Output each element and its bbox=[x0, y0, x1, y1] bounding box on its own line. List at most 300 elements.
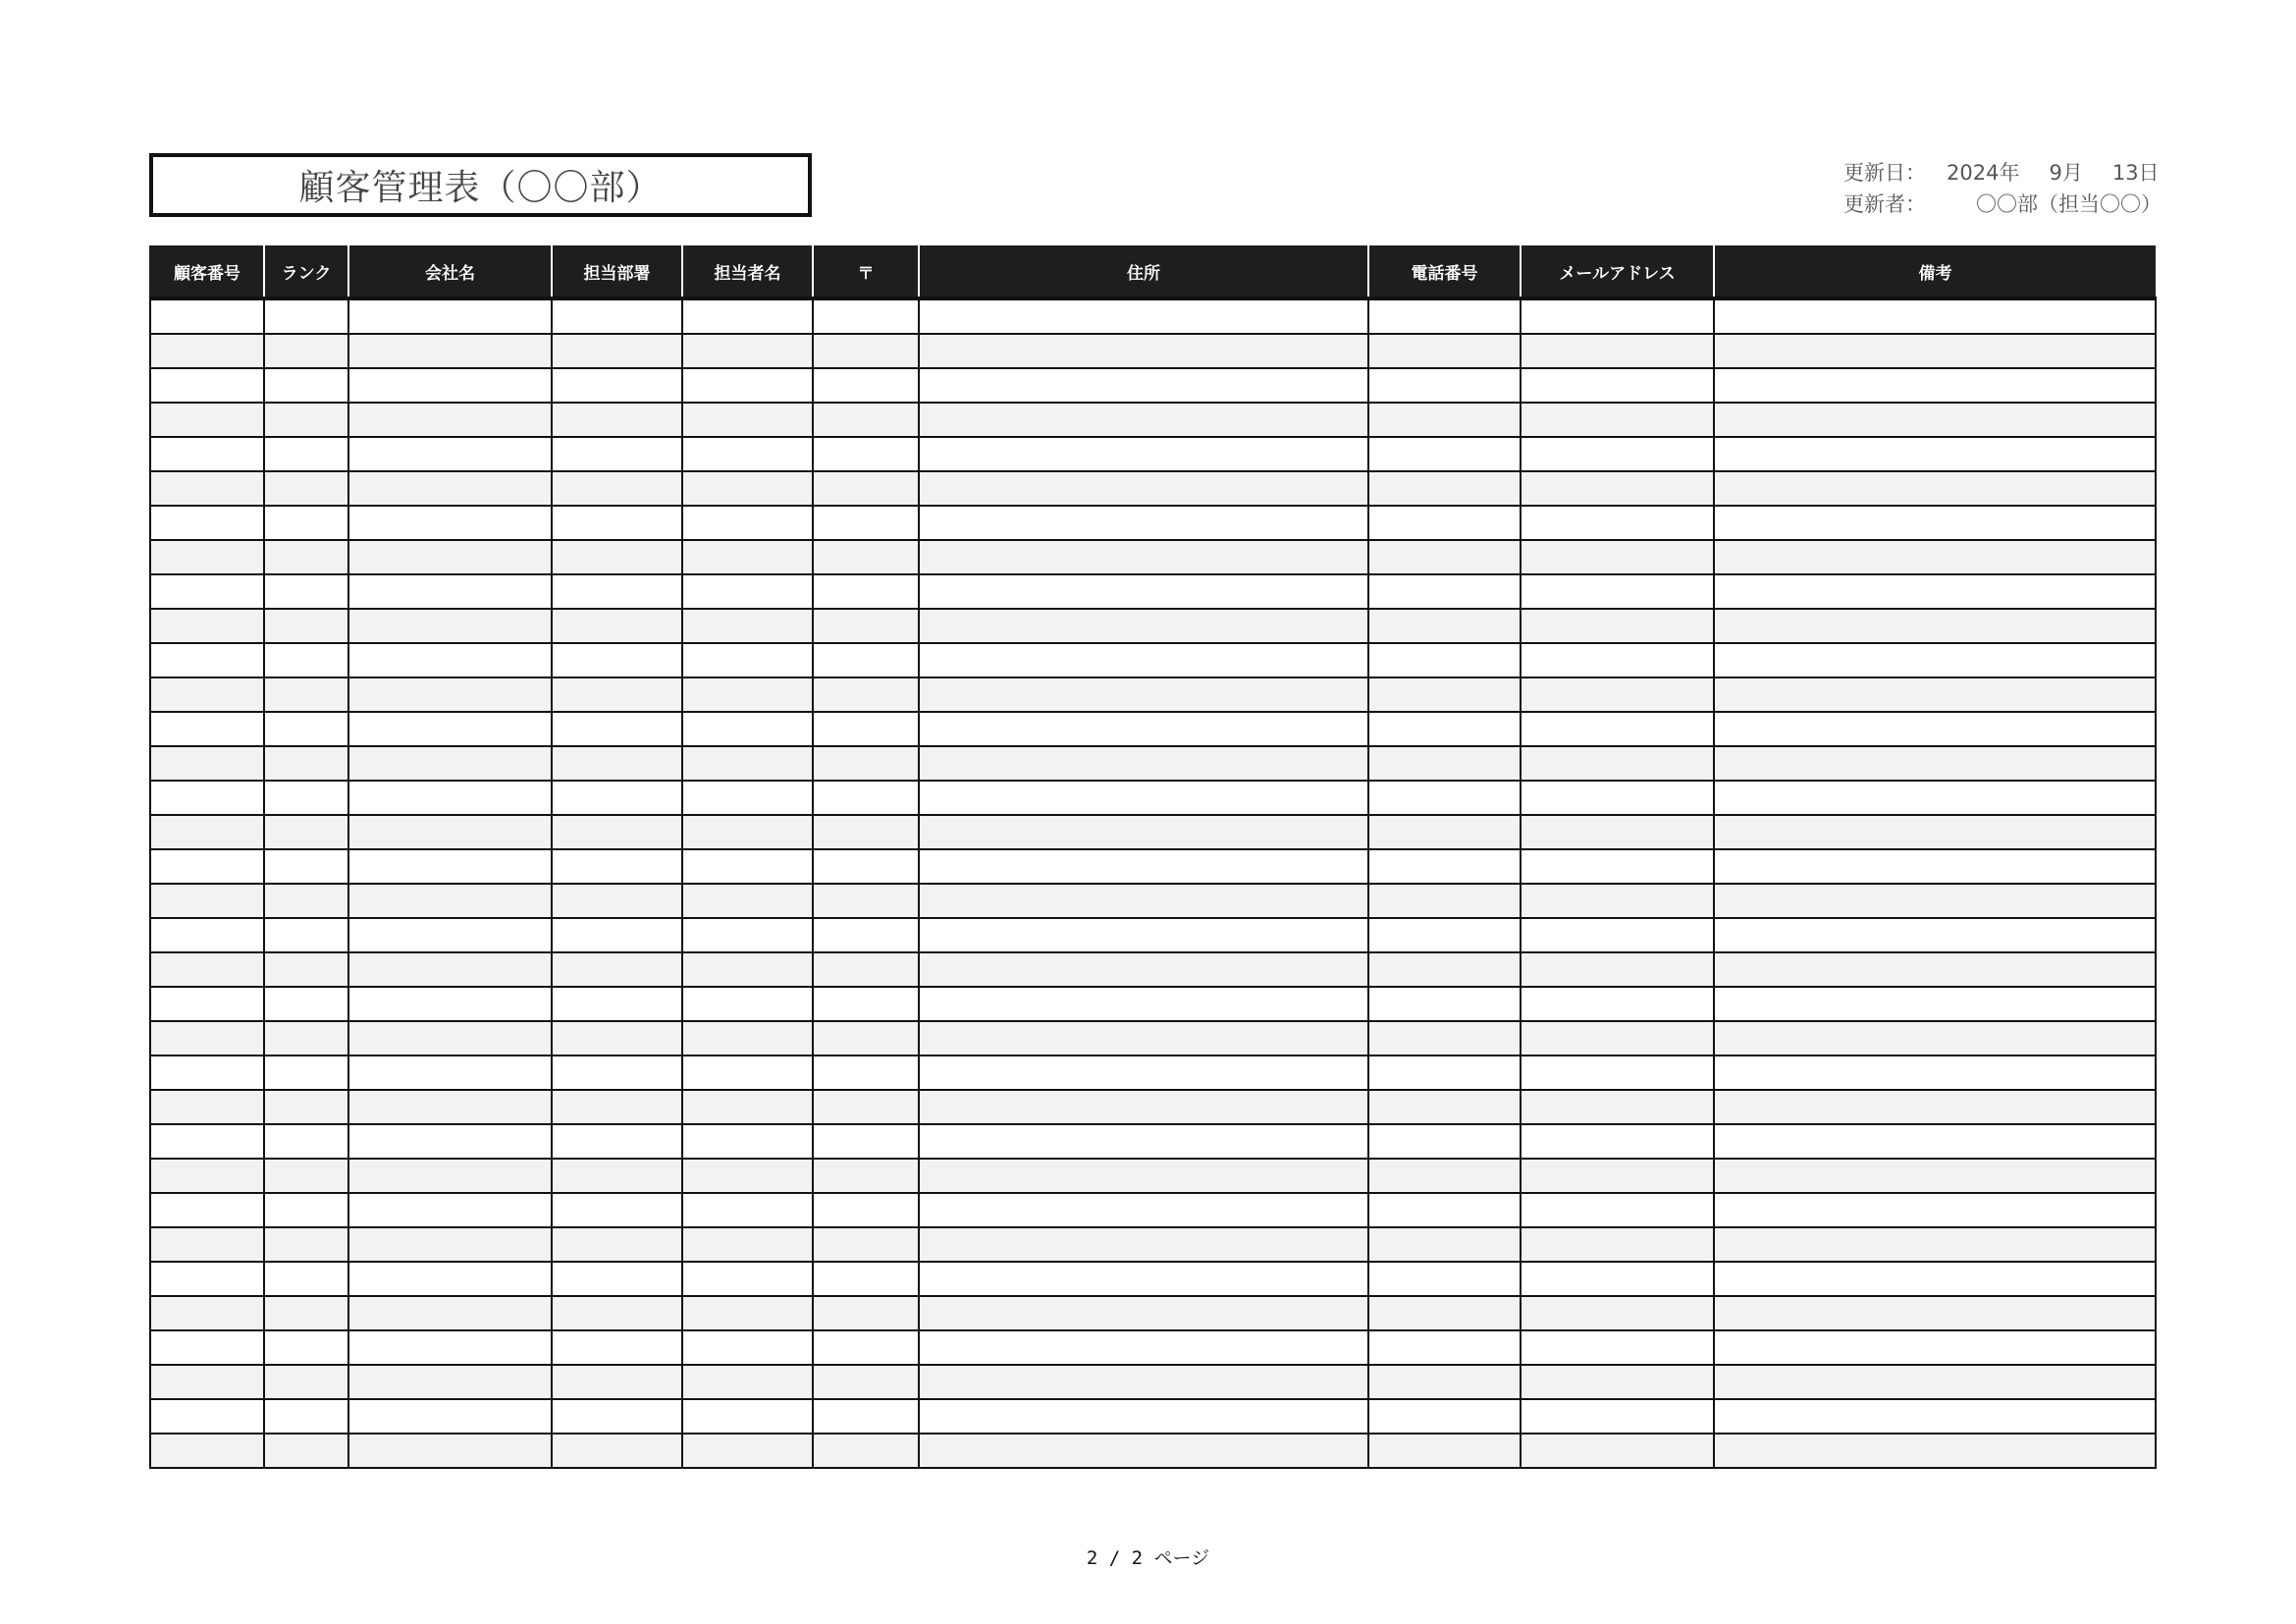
table-cell[interactable] bbox=[1521, 298, 1714, 334]
table-cell[interactable] bbox=[1714, 1090, 2156, 1124]
table-cell[interactable] bbox=[813, 1227, 919, 1262]
table-cell[interactable] bbox=[1368, 609, 1521, 643]
table-cell[interactable] bbox=[552, 849, 682, 884]
table-cell[interactable] bbox=[552, 1159, 682, 1193]
table-cell[interactable] bbox=[150, 298, 264, 334]
table-cell[interactable] bbox=[348, 298, 552, 334]
table-cell[interactable] bbox=[348, 677, 552, 712]
table-cell[interactable] bbox=[919, 437, 1368, 471]
table-cell[interactable] bbox=[552, 574, 682, 609]
table-cell[interactable] bbox=[552, 298, 682, 334]
table-cell[interactable] bbox=[348, 368, 552, 403]
table-cell[interactable] bbox=[1368, 712, 1521, 746]
table-cell[interactable] bbox=[1368, 1193, 1521, 1227]
table-cell[interactable] bbox=[348, 952, 552, 987]
table-cell[interactable] bbox=[682, 403, 813, 437]
table-cell[interactable] bbox=[919, 609, 1368, 643]
table-cell[interactable] bbox=[1368, 368, 1521, 403]
table-cell[interactable] bbox=[813, 574, 919, 609]
table-cell[interactable] bbox=[1714, 781, 2156, 815]
table-cell[interactable] bbox=[919, 1330, 1368, 1365]
table-cell[interactable] bbox=[264, 574, 348, 609]
table-cell[interactable] bbox=[150, 368, 264, 403]
table-cell[interactable] bbox=[1714, 403, 2156, 437]
table-cell[interactable] bbox=[1714, 437, 2156, 471]
table-cell[interactable] bbox=[150, 712, 264, 746]
table-cell[interactable] bbox=[1521, 471, 1714, 506]
table-cell[interactable] bbox=[682, 952, 813, 987]
table-cell[interactable] bbox=[919, 1399, 1368, 1434]
table-cell[interactable] bbox=[1521, 1193, 1714, 1227]
table-cell[interactable] bbox=[150, 1159, 264, 1193]
table-cell[interactable] bbox=[919, 1159, 1368, 1193]
table-cell[interactable] bbox=[348, 1124, 552, 1159]
table-cell[interactable] bbox=[813, 1399, 919, 1434]
table-cell[interactable] bbox=[552, 1365, 682, 1399]
table-cell[interactable] bbox=[1368, 815, 1521, 849]
table-cell[interactable] bbox=[1714, 368, 2156, 403]
table-cell[interactable] bbox=[813, 540, 919, 574]
table-cell[interactable] bbox=[264, 1021, 348, 1056]
table-cell[interactable] bbox=[264, 1159, 348, 1193]
table-cell[interactable] bbox=[348, 1434, 552, 1468]
table-cell[interactable] bbox=[682, 987, 813, 1021]
table-cell[interactable] bbox=[348, 1330, 552, 1365]
table-cell[interactable] bbox=[813, 952, 919, 987]
table-cell[interactable] bbox=[552, 1090, 682, 1124]
table-cell[interactable] bbox=[150, 403, 264, 437]
table-cell[interactable] bbox=[552, 1296, 682, 1330]
table-cell[interactable] bbox=[682, 574, 813, 609]
table-cell[interactable] bbox=[1521, 540, 1714, 574]
table-cell[interactable] bbox=[813, 677, 919, 712]
table-cell[interactable] bbox=[264, 1227, 348, 1262]
table-cell[interactable] bbox=[1521, 1056, 1714, 1090]
table-cell[interactable] bbox=[150, 1399, 264, 1434]
table-cell[interactable] bbox=[682, 1399, 813, 1434]
table-cell[interactable] bbox=[682, 884, 813, 918]
table-cell[interactable] bbox=[348, 471, 552, 506]
table-cell[interactable] bbox=[919, 574, 1368, 609]
table-cell[interactable] bbox=[264, 815, 348, 849]
table-cell[interactable] bbox=[813, 334, 919, 368]
table-cell[interactable] bbox=[919, 334, 1368, 368]
table-cell[interactable] bbox=[1714, 643, 2156, 677]
table-cell[interactable] bbox=[682, 1193, 813, 1227]
table-cell[interactable] bbox=[1368, 1262, 1521, 1296]
table-cell[interactable] bbox=[813, 298, 919, 334]
table-cell[interactable] bbox=[552, 609, 682, 643]
table-cell[interactable] bbox=[1521, 1090, 1714, 1124]
table-cell[interactable] bbox=[264, 334, 348, 368]
table-cell[interactable] bbox=[682, 1159, 813, 1193]
table-cell[interactable] bbox=[1368, 952, 1521, 987]
table-cell[interactable] bbox=[682, 643, 813, 677]
table-cell[interactable] bbox=[1521, 574, 1714, 609]
table-cell[interactable] bbox=[813, 1365, 919, 1399]
table-cell[interactable] bbox=[1521, 1296, 1714, 1330]
table-cell[interactable] bbox=[682, 781, 813, 815]
table-cell[interactable] bbox=[264, 1193, 348, 1227]
table-cell[interactable] bbox=[919, 471, 1368, 506]
table-cell[interactable] bbox=[264, 1365, 348, 1399]
table-cell[interactable] bbox=[1714, 677, 2156, 712]
table-cell[interactable] bbox=[150, 849, 264, 884]
table-cell[interactable] bbox=[348, 815, 552, 849]
table-cell[interactable] bbox=[264, 849, 348, 884]
table-cell[interactable] bbox=[1714, 712, 2156, 746]
table-cell[interactable] bbox=[348, 1365, 552, 1399]
table-cell[interactable] bbox=[150, 1296, 264, 1330]
table-cell[interactable] bbox=[1521, 506, 1714, 540]
table-cell[interactable] bbox=[348, 712, 552, 746]
table-cell[interactable] bbox=[150, 334, 264, 368]
table-cell[interactable] bbox=[264, 437, 348, 471]
table-cell[interactable] bbox=[919, 849, 1368, 884]
table-cell[interactable] bbox=[682, 1330, 813, 1365]
table-cell[interactable] bbox=[552, 1262, 682, 1296]
table-cell[interactable] bbox=[552, 1399, 682, 1434]
table-cell[interactable] bbox=[1368, 643, 1521, 677]
table-cell[interactable] bbox=[150, 677, 264, 712]
table-cell[interactable] bbox=[1368, 1159, 1521, 1193]
table-cell[interactable] bbox=[919, 1296, 1368, 1330]
table-cell[interactable] bbox=[150, 781, 264, 815]
table-cell[interactable] bbox=[150, 574, 264, 609]
table-cell[interactable] bbox=[1368, 677, 1521, 712]
table-cell[interactable] bbox=[1368, 1090, 1521, 1124]
table-cell[interactable] bbox=[1714, 506, 2156, 540]
table-cell[interactable] bbox=[348, 884, 552, 918]
table-cell[interactable] bbox=[919, 540, 1368, 574]
table-cell[interactable] bbox=[552, 815, 682, 849]
table-cell[interactable] bbox=[348, 540, 552, 574]
table-cell[interactable] bbox=[1521, 1021, 1714, 1056]
table-cell[interactable] bbox=[1521, 609, 1714, 643]
table-cell[interactable] bbox=[552, 746, 682, 781]
table-cell[interactable] bbox=[1368, 1330, 1521, 1365]
table-cell[interactable] bbox=[1368, 540, 1521, 574]
table-cell[interactable] bbox=[1714, 1399, 2156, 1434]
table-cell[interactable] bbox=[552, 471, 682, 506]
table-cell[interactable] bbox=[919, 1227, 1368, 1262]
table-cell[interactable] bbox=[1714, 1056, 2156, 1090]
table-cell[interactable] bbox=[1714, 1330, 2156, 1365]
table-cell[interactable] bbox=[264, 609, 348, 643]
table-cell[interactable] bbox=[348, 1056, 552, 1090]
table-cell[interactable] bbox=[813, 781, 919, 815]
table-cell[interactable] bbox=[150, 1365, 264, 1399]
table-cell[interactable] bbox=[919, 884, 1368, 918]
table-cell[interactable] bbox=[813, 1330, 919, 1365]
table-cell[interactable] bbox=[1714, 334, 2156, 368]
table-cell[interactable] bbox=[150, 918, 264, 952]
table-cell[interactable] bbox=[1368, 918, 1521, 952]
table-cell[interactable] bbox=[1368, 574, 1521, 609]
table-cell[interactable] bbox=[682, 506, 813, 540]
table-cell[interactable] bbox=[682, 1227, 813, 1262]
table-cell[interactable] bbox=[1521, 987, 1714, 1021]
table-cell[interactable] bbox=[1368, 437, 1521, 471]
table-cell[interactable] bbox=[1368, 884, 1521, 918]
table-cell[interactable] bbox=[1521, 918, 1714, 952]
table-cell[interactable] bbox=[1521, 437, 1714, 471]
table-cell[interactable] bbox=[1714, 1434, 2156, 1468]
table-cell[interactable] bbox=[552, 884, 682, 918]
table-cell[interactable] bbox=[552, 712, 682, 746]
table-cell[interactable] bbox=[150, 1262, 264, 1296]
table-cell[interactable] bbox=[919, 677, 1368, 712]
table-cell[interactable] bbox=[552, 1021, 682, 1056]
table-cell[interactable] bbox=[264, 884, 348, 918]
table-cell[interactable] bbox=[348, 1090, 552, 1124]
table-cell[interactable] bbox=[1714, 884, 2156, 918]
table-cell[interactable] bbox=[552, 1193, 682, 1227]
table-cell[interactable] bbox=[150, 1124, 264, 1159]
table-cell[interactable] bbox=[264, 298, 348, 334]
table-cell[interactable] bbox=[552, 1434, 682, 1468]
table-cell[interactable] bbox=[813, 437, 919, 471]
table-cell[interactable] bbox=[552, 677, 682, 712]
table-cell[interactable] bbox=[1714, 746, 2156, 781]
table-cell[interactable] bbox=[348, 506, 552, 540]
table-cell[interactable] bbox=[1521, 1330, 1714, 1365]
table-cell[interactable] bbox=[682, 540, 813, 574]
table-cell[interactable] bbox=[919, 815, 1368, 849]
table-cell[interactable] bbox=[552, 987, 682, 1021]
table-cell[interactable] bbox=[150, 815, 264, 849]
table-cell[interactable] bbox=[264, 952, 348, 987]
table-cell[interactable] bbox=[150, 643, 264, 677]
table-cell[interactable] bbox=[150, 1227, 264, 1262]
table-cell[interactable] bbox=[919, 952, 1368, 987]
table-cell[interactable] bbox=[348, 334, 552, 368]
table-cell[interactable] bbox=[1521, 1365, 1714, 1399]
table-cell[interactable] bbox=[552, 643, 682, 677]
table-cell[interactable] bbox=[919, 1021, 1368, 1056]
table-cell[interactable] bbox=[813, 403, 919, 437]
table-cell[interactable] bbox=[552, 403, 682, 437]
table-cell[interactable] bbox=[1521, 334, 1714, 368]
table-cell[interactable] bbox=[552, 918, 682, 952]
table-cell[interactable] bbox=[264, 403, 348, 437]
table-cell[interactable] bbox=[682, 918, 813, 952]
table-cell[interactable] bbox=[552, 1330, 682, 1365]
table-cell[interactable] bbox=[348, 1262, 552, 1296]
table-cell[interactable] bbox=[264, 540, 348, 574]
table-cell[interactable] bbox=[1368, 506, 1521, 540]
table-cell[interactable] bbox=[919, 1124, 1368, 1159]
table-cell[interactable] bbox=[1368, 1399, 1521, 1434]
table-cell[interactable] bbox=[813, 471, 919, 506]
table-cell[interactable] bbox=[348, 987, 552, 1021]
table-cell[interactable] bbox=[348, 574, 552, 609]
table-cell[interactable] bbox=[552, 1227, 682, 1262]
table-cell[interactable] bbox=[348, 643, 552, 677]
table-cell[interactable] bbox=[1368, 781, 1521, 815]
table-cell[interactable] bbox=[919, 1090, 1368, 1124]
table-cell[interactable] bbox=[348, 1399, 552, 1434]
table-cell[interactable] bbox=[150, 437, 264, 471]
table-cell[interactable] bbox=[813, 1296, 919, 1330]
table-cell[interactable] bbox=[264, 1399, 348, 1434]
table-cell[interactable] bbox=[1368, 987, 1521, 1021]
table-cell[interactable] bbox=[813, 1193, 919, 1227]
table-cell[interactable] bbox=[682, 1056, 813, 1090]
table-cell[interactable] bbox=[682, 1365, 813, 1399]
table-cell[interactable] bbox=[682, 1021, 813, 1056]
table-cell[interactable] bbox=[919, 781, 1368, 815]
table-cell[interactable] bbox=[264, 506, 348, 540]
table-cell[interactable] bbox=[919, 1262, 1368, 1296]
table-cell[interactable] bbox=[348, 746, 552, 781]
table-cell[interactable] bbox=[813, 849, 919, 884]
table-cell[interactable] bbox=[813, 712, 919, 746]
table-cell[interactable] bbox=[348, 1227, 552, 1262]
table-cell[interactable] bbox=[682, 1296, 813, 1330]
table-cell[interactable] bbox=[682, 609, 813, 643]
table-cell[interactable] bbox=[1521, 781, 1714, 815]
table-cell[interactable] bbox=[682, 815, 813, 849]
table-cell[interactable] bbox=[150, 471, 264, 506]
table-cell[interactable] bbox=[1368, 334, 1521, 368]
table-cell[interactable] bbox=[552, 334, 682, 368]
table-cell[interactable] bbox=[813, 1159, 919, 1193]
table-cell[interactable] bbox=[1368, 403, 1521, 437]
table-cell[interactable] bbox=[1714, 1124, 2156, 1159]
table-cell[interactable] bbox=[348, 403, 552, 437]
table-cell[interactable] bbox=[919, 298, 1368, 334]
table-cell[interactable] bbox=[1521, 884, 1714, 918]
table-cell[interactable] bbox=[813, 1124, 919, 1159]
table-cell[interactable] bbox=[919, 403, 1368, 437]
table-cell[interactable] bbox=[1714, 574, 2156, 609]
table-cell[interactable] bbox=[919, 1056, 1368, 1090]
table-cell[interactable] bbox=[813, 884, 919, 918]
table-cell[interactable] bbox=[348, 609, 552, 643]
table-cell[interactable] bbox=[813, 746, 919, 781]
table-cell[interactable] bbox=[919, 368, 1368, 403]
table-cell[interactable] bbox=[1521, 815, 1714, 849]
table-cell[interactable] bbox=[682, 298, 813, 334]
table-cell[interactable] bbox=[264, 918, 348, 952]
table-cell[interactable] bbox=[813, 1262, 919, 1296]
table-cell[interactable] bbox=[1368, 1124, 1521, 1159]
table-cell[interactable] bbox=[1368, 849, 1521, 884]
table-cell[interactable] bbox=[1521, 403, 1714, 437]
table-cell[interactable] bbox=[1714, 1159, 2156, 1193]
table-cell[interactable] bbox=[1714, 1262, 2156, 1296]
table-cell[interactable] bbox=[682, 471, 813, 506]
table-cell[interactable] bbox=[552, 952, 682, 987]
table-cell[interactable] bbox=[1368, 298, 1521, 334]
table-cell[interactable] bbox=[813, 368, 919, 403]
table-cell[interactable] bbox=[1714, 849, 2156, 884]
table-cell[interactable] bbox=[264, 746, 348, 781]
table-cell[interactable] bbox=[150, 1434, 264, 1468]
table-cell[interactable] bbox=[682, 712, 813, 746]
table-cell[interactable] bbox=[1368, 746, 1521, 781]
table-cell[interactable] bbox=[682, 849, 813, 884]
table-cell[interactable] bbox=[1368, 1227, 1521, 1262]
table-cell[interactable] bbox=[813, 1056, 919, 1090]
table-cell[interactable] bbox=[1714, 952, 2156, 987]
table-cell[interactable] bbox=[1521, 1159, 1714, 1193]
table-cell[interactable] bbox=[552, 1124, 682, 1159]
table-cell[interactable] bbox=[348, 849, 552, 884]
table-cell[interactable] bbox=[1714, 1021, 2156, 1056]
table-cell[interactable] bbox=[150, 952, 264, 987]
table-cell[interactable] bbox=[1521, 952, 1714, 987]
table-cell[interactable] bbox=[1521, 849, 1714, 884]
table-cell[interactable] bbox=[813, 918, 919, 952]
table-cell[interactable] bbox=[1521, 1124, 1714, 1159]
table-cell[interactable] bbox=[1521, 1227, 1714, 1262]
table-cell[interactable] bbox=[1368, 1434, 1521, 1468]
table-cell[interactable] bbox=[264, 1434, 348, 1468]
table-cell[interactable] bbox=[552, 506, 682, 540]
table-cell[interactable] bbox=[264, 471, 348, 506]
table-cell[interactable] bbox=[348, 1159, 552, 1193]
table-cell[interactable] bbox=[813, 987, 919, 1021]
table-cell[interactable] bbox=[919, 712, 1368, 746]
table-cell[interactable] bbox=[813, 1434, 919, 1468]
table-cell[interactable] bbox=[919, 746, 1368, 781]
table-cell[interactable] bbox=[264, 677, 348, 712]
table-cell[interactable] bbox=[348, 1021, 552, 1056]
table-cell[interactable] bbox=[813, 1021, 919, 1056]
table-cell[interactable] bbox=[552, 540, 682, 574]
table-cell[interactable] bbox=[264, 781, 348, 815]
table-cell[interactable] bbox=[1521, 712, 1714, 746]
table-cell[interactable] bbox=[1714, 987, 2156, 1021]
table-cell[interactable] bbox=[1714, 609, 2156, 643]
table-cell[interactable] bbox=[682, 334, 813, 368]
table-cell[interactable] bbox=[682, 1262, 813, 1296]
table-cell[interactable] bbox=[919, 918, 1368, 952]
table-cell[interactable] bbox=[919, 643, 1368, 677]
table-cell[interactable] bbox=[264, 987, 348, 1021]
table-cell[interactable] bbox=[813, 815, 919, 849]
table-cell[interactable] bbox=[919, 1365, 1368, 1399]
table-cell[interactable] bbox=[264, 643, 348, 677]
table-cell[interactable] bbox=[919, 1193, 1368, 1227]
table-cell[interactable] bbox=[150, 1193, 264, 1227]
table-cell[interactable] bbox=[150, 1330, 264, 1365]
table-cell[interactable] bbox=[1714, 1365, 2156, 1399]
table-cell[interactable] bbox=[1714, 540, 2156, 574]
table-cell[interactable] bbox=[348, 1296, 552, 1330]
table-cell[interactable] bbox=[264, 1124, 348, 1159]
table-cell[interactable] bbox=[150, 1090, 264, 1124]
table-cell[interactable] bbox=[919, 506, 1368, 540]
table-cell[interactable] bbox=[1521, 746, 1714, 781]
table-cell[interactable] bbox=[682, 1124, 813, 1159]
table-cell[interactable] bbox=[348, 1193, 552, 1227]
table-cell[interactable] bbox=[348, 781, 552, 815]
table-cell[interactable] bbox=[813, 506, 919, 540]
table-cell[interactable] bbox=[1714, 1227, 2156, 1262]
table-cell[interactable] bbox=[150, 746, 264, 781]
table-cell[interactable] bbox=[150, 540, 264, 574]
table-cell[interactable] bbox=[682, 1434, 813, 1468]
table-cell[interactable] bbox=[552, 1056, 682, 1090]
table-cell[interactable] bbox=[264, 1330, 348, 1365]
table-cell[interactable] bbox=[552, 437, 682, 471]
table-cell[interactable] bbox=[813, 643, 919, 677]
table-cell[interactable] bbox=[150, 987, 264, 1021]
table-cell[interactable] bbox=[1714, 815, 2156, 849]
